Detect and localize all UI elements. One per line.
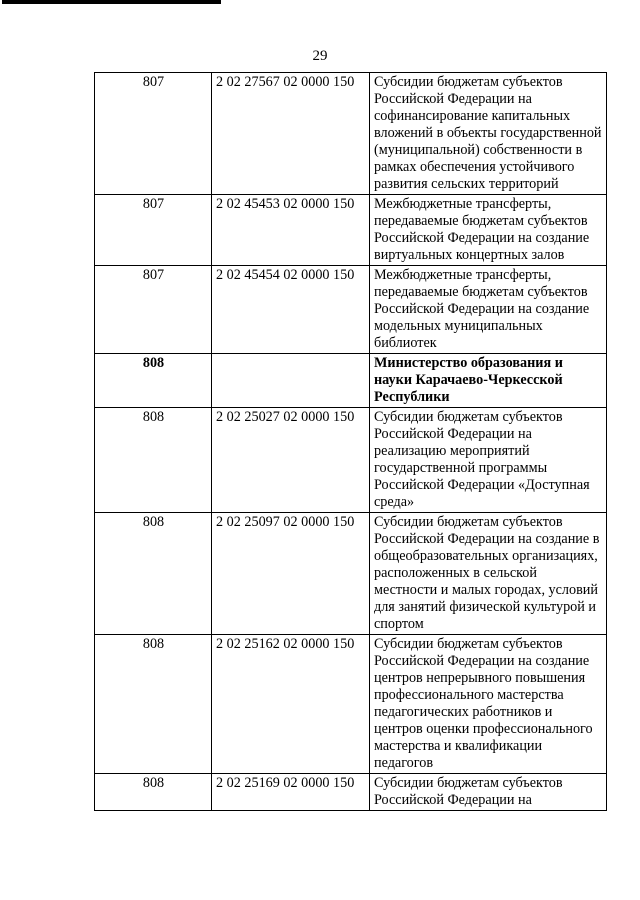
table-row: [95, 635, 607, 774]
revenue-name-cell: Субсидии бюджетам субъектов Российской Федерации на: [370, 774, 607, 811]
admin-code-cell: 807: [95, 73, 212, 195]
table-row: [95, 73, 607, 195]
page-number: 29: [312, 48, 328, 64]
budget-codes-table: [94, 72, 607, 811]
revenue-name-cell: Межбюджетные трансферты, передаваемые бюджетам субъектов Российской Федерации на создание виртуальных концертных залов: [370, 195, 607, 266]
revenue-code-cell: 2 02 27567 02 0000 150: [212, 73, 370, 195]
ministry-name-cell: Министерство образования и науки Карачаево-Черкесской Республики: [370, 354, 607, 408]
table-row: [95, 408, 607, 513]
admin-code-cell: 808: [95, 408, 212, 513]
admin-code-cell: 808: [95, 354, 212, 408]
revenue-code-cell: 2 02 45453 02 0000 150: [212, 195, 370, 266]
revenue-code-cell: 2 02 25169 02 0000 150: [212, 774, 370, 811]
revenue-name-cell: Субсидии бюджетам субъектов Российской Федерации на софинансирование капитальных вложений в объекты государственной (муниципальной) собственности в рамках обеспечения устойчивого развития сельских территорий: [370, 73, 607, 195]
table-row: [95, 774, 607, 811]
admin-code-cell: 808: [95, 513, 212, 635]
admin-code-cell: 808: [95, 774, 212, 811]
revenue-code-cell: 2 02 45454 02 0000 150: [212, 266, 370, 354]
revenue-code-cell: 2 02 25162 02 0000 150: [212, 635, 370, 774]
revenue-name-cell: Межбюджетные трансферты, передаваемые бюджетам субъектов Российской Федерации на создание модельных муниципальных библиотек: [370, 266, 607, 354]
revenue-code-cell: [212, 354, 370, 408]
revenue-code-cell: 2 02 25027 02 0000 150: [212, 408, 370, 513]
revenue-name-cell: Субсидии бюджетам субъектов Российской Федерации на создание центров непрерывного повышения профессионального мастерства педагогических работников и центров оценки профессионального мастерства и квалификации педагогов: [370, 635, 607, 774]
table-row: [95, 513, 607, 635]
top-rule: [2, 0, 221, 4]
table-row: [95, 195, 607, 266]
table-row: [95, 266, 607, 354]
table-body: [95, 73, 607, 811]
revenue-code-cell: 2 02 25097 02 0000 150: [212, 513, 370, 635]
table-row-section-header: [95, 354, 607, 408]
admin-code-cell: 807: [95, 266, 212, 354]
revenue-name-cell: Субсидии бюджетам субъектов Российской Федерации на создание в общеобразовательных организациях, расположенных в сельской местности и малых городах, условий для занятий физической культурой и спортом: [370, 513, 607, 635]
admin-code-cell: 807: [95, 195, 212, 266]
admin-code-cell: 808: [95, 635, 212, 774]
revenue-name-cell: Субсидии бюджетам субъектов Российской Федерации на реализацию мероприятий государственной программы Российской Федерации «Доступная среда»: [370, 408, 607, 513]
